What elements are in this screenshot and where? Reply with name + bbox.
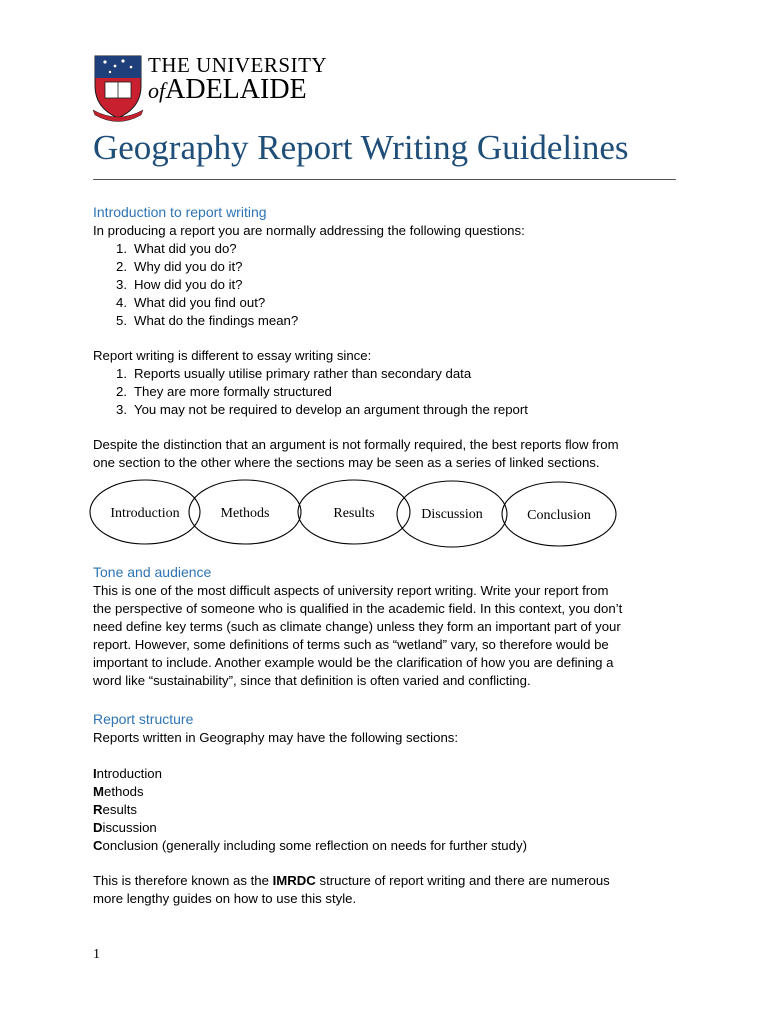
structure-section-item: Results: [93, 802, 137, 817]
structure-section-item: Methods: [93, 784, 144, 799]
page-title: Geography Report Writing Guidelines: [93, 128, 629, 167]
closing-line: This is therefore known as the IMRDC structure of report writing and there are numerous: [93, 873, 610, 888]
tone-heading: Tone and audience: [93, 564, 212, 580]
intro-lead: In producing a report you are normally addressing the following questions:: [93, 223, 525, 238]
tone-line: word like “sustainability”, since that definition is often varied and conflicting.: [93, 673, 531, 688]
logo-university-line: THE UNIVERSITY: [148, 53, 328, 77]
question-item: 5. What do the findings mean?: [116, 313, 299, 328]
diagram-label-conclusion: Conclusion: [527, 508, 591, 523]
diagram-label-discussion: Discussion: [421, 507, 483, 522]
tone-line: important to include. Another example would be the clarification of how you are defining a: [93, 655, 614, 670]
tone-line: This is one of the most difficult aspects of university report writing. Write your report from: [93, 583, 609, 598]
page-number: 1: [93, 947, 100, 962]
structure-lead: Reports written in Geography may have the following sections:: [93, 730, 459, 745]
question-item: 1. What did you do?: [116, 241, 237, 256]
tone-line: need define key terms (such as climate change) unless they form an important part of your: [93, 619, 621, 634]
difference-item: 2. They are more formally structured: [116, 384, 332, 399]
logo-adelaide-line: [148, 74, 307, 106]
logo-of: of: [148, 78, 166, 103]
structure-heading: Report structure: [93, 711, 194, 727]
difference-lead: Report writing is different to essay writing since:: [93, 348, 372, 363]
tone-line: the perspective of someone who is qualified in the academic field. In this context, you don’t: [93, 601, 623, 616]
structure-section-item: Introduction: [93, 766, 162, 781]
linked-sections-para-line: Despite the distinction that an argument is not formally required, the best reports flow from: [93, 437, 619, 452]
structure-section-item: Discussion: [93, 820, 157, 835]
intro-heading: Introduction to report writing: [93, 204, 267, 220]
diagram-label-results: Results: [333, 506, 375, 521]
imrdc-term: IMRDC: [272, 873, 316, 888]
question-item: 2. Why did you do it?: [116, 259, 243, 274]
logo-adelaide: ADELAIDE: [165, 74, 307, 105]
question-item: 3. How did you do it?: [116, 277, 243, 292]
linked-sections-para-line: one section to the other where the sections may be seen as a series of linked sections.: [93, 455, 600, 470]
diagram-label-methods: Methods: [220, 506, 270, 521]
question-item: 4. What did you find out?: [116, 295, 266, 310]
linked-sections-diagram: [88, 476, 620, 552]
difference-item: 3. You may not be required to develop an argument through the report: [116, 402, 528, 417]
closing-line: more lengthy guides on how to use this style.: [93, 891, 357, 906]
tone-line: report. However, some definitions of terms such as “wetland” vary, so therefore would be: [93, 637, 609, 652]
diagram-label-introduction: Introduction: [110, 506, 180, 521]
difference-item: 1. Reports usually utilise primary rather than secondary data: [116, 366, 472, 381]
structure-section-item: Conclusion (generally including some reflection on needs for further study): [93, 838, 527, 853]
title-divider: [93, 179, 676, 180]
